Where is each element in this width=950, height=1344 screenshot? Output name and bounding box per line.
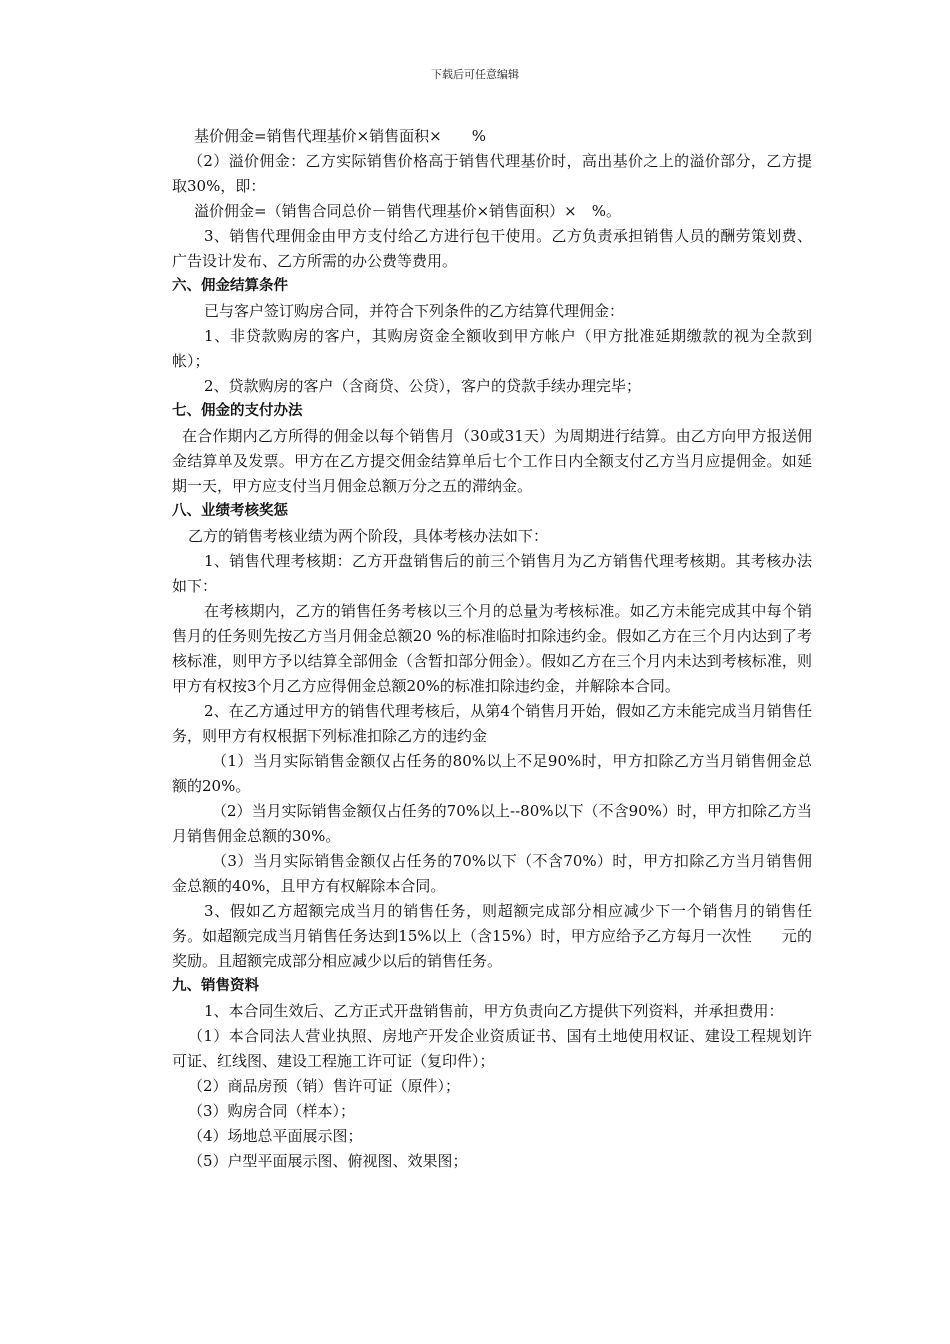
- paragraph: 基价佣金=销售代理基价×销售面积× %: [194, 127, 486, 145]
- section-heading: 六、佣金结算条件: [172, 278, 288, 294]
- paragraph: 溢价佣金=（销售合同总价－销售代理基价×销售面积）× %。: [194, 202, 621, 220]
- paragraph: （1）本合同法人营业执照、房地产开发企业资质证书、国有土地使用权证、建设工程规划许可证、红线图、建设工程施工许可证（复印件）；: [172, 1027, 812, 1070]
- paragraph: 1、非贷款购房的客户，其购房资金全额收到甲方帐户（甲方批准延期缴款的视为全款到帐）；: [172, 327, 812, 370]
- paragraph: （2）商品房预（销）售许可证（原件）；: [188, 1077, 461, 1095]
- paragraph: （3）购房合同（样本）；: [188, 1102, 356, 1120]
- paragraph: （4）场地总平面展示图；: [188, 1127, 363, 1145]
- paragraph: （5）户型平面展示图、俯视图、效果图；: [188, 1152, 468, 1170]
- paragraph: 2、在乙方通过甲方的销售代理考核后，从第4个销售月开始，假如乙方未能完成当月销售任务，则甲方有权根据下列标准扣除乙方的违约金: [172, 702, 812, 745]
- paragraph: 在合作期内乙方所得的佣金以每个销售月（30或31天）为周期进行结算。由乙方向甲方报送佣金结算单及发票。甲方在乙方提交佣金结算单后七个工作日内全额支付乙方当月应提佣金。如延期一天，甲方应支付当月佣金总额万分之五的滞纳金。: [172, 427, 812, 495]
- section-heading: 七、佣金的支付办法: [172, 403, 303, 419]
- page-header: 下载后可任意编辑: [431, 68, 519, 81]
- paragraph: 3、销售代理佣金由甲方支付给乙方进行包干使用。乙方负责承担销售人员的酬劳策划费、广告设计发布、乙方所需的办公费等费用。: [172, 227, 812, 270]
- document-body: [172, 124, 812, 1174]
- paragraph: 乙方的销售考核业绩为两个阶段，具体考核办法如下：: [188, 527, 549, 545]
- paragraph: （2）当月实际销售金额仅占任务的70%以上--80%以下（不含90%）时，甲方扣除乙方当月销售佣金总额的30%。: [172, 802, 812, 845]
- paragraph: （1）当月实际销售金额仅占任务的80%以上不足90%时，甲方扣除乙方当月销售佣金总额的20%。: [172, 752, 812, 795]
- paragraph: （2）溢价佣金：乙方实际销售价格高于销售代理基价时，高出基价之上的溢价部分，乙方提取30%，即：: [172, 152, 812, 195]
- section-heading: 九、销售资料: [172, 978, 259, 994]
- paragraph: （3）当月实际销售金额仅占任务的70%以下（不含70%）时，甲方扣除乙方当月销售佣金总额的40%，且甲方有权解除本合同。: [172, 852, 812, 895]
- section-heading: 八、业绩考核奖惩: [172, 503, 288, 519]
- paragraph: 2、贷款购房的客户（含商贷、公贷），客户的贷款手续办理完毕；: [204, 377, 642, 395]
- paragraph: 已与客户签订购房合同，并符合下列条件的乙方结算代理佣金：: [204, 302, 625, 320]
- paragraph: 1、销售代理考核期：乙方开盘销售后的前三个销售月为乙方销售代理考核期。其考核办法如下：: [172, 552, 812, 595]
- paragraph: 1、本合同生效后、乙方正式开盘销售前，甲方负责向乙方提供下列资料，并承担费用：: [204, 1002, 784, 1020]
- paragraph: 3、假如乙方超额完成当月的销售任务，则超额完成部分相应减少下一个销售月的销售任务。如超额完成当月销售任务达到15%以上（含15%）时，甲方应给予乙方每月一次性 元的奖励。且超额完成部分相应减少以后的销售任务。: [172, 902, 812, 970]
- paragraph: 在考核期内，乙方的销售任务考核以三个月的总量为考核标准。如乙方未能完成其中每个销售月的任务则先按乙方当月佣金总额20 %的标准临时扣除违约金。假如乙方在三个月内达到了考核标准，则甲方予以结算全部佣金（含暂扣部分佣金）。假如乙方在三个月内未达到考核标准，则甲方有权按3个月乙方应得佣金总额20%的标准扣除违约金，并解除本合同。: [172, 602, 812, 695]
